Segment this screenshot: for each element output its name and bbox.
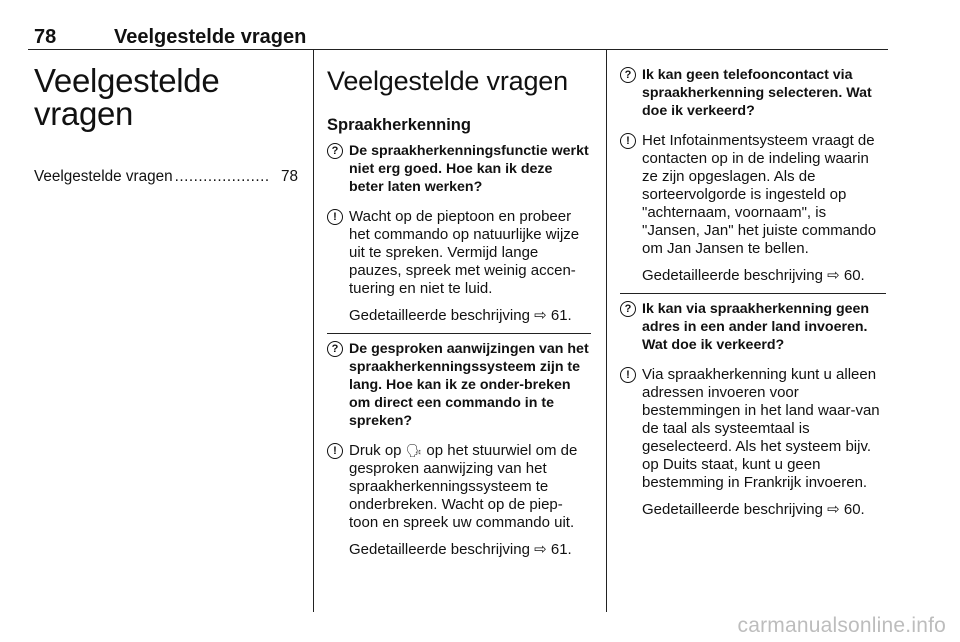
faq-answer-text <box>349 442 591 532</box>
cross-reference[interactable] <box>349 307 591 325</box>
faq-divider <box>327 333 591 334</box>
toc-entry[interactable] <box>34 168 298 186</box>
push-to-talk-icon: 🗣 <box>405 443 423 458</box>
faq-question <box>620 66 886 120</box>
column-divider-right <box>606 50 607 612</box>
toc-entry-leader: .................... <box>174 168 270 185</box>
column-divider-left <box>313 50 314 612</box>
faq-question <box>620 300 886 354</box>
faq-question <box>327 340 591 430</box>
chapter-title-line2: vragen <box>34 95 134 132</box>
faq-question-text: Ik kan geen telefooncontact via spraakherkenning selecteren. Wat doe ik verkeerd? <box>642 67 872 119</box>
exclamation-circle-icon: ! <box>327 208 349 298</box>
toc-entry-page: 78 <box>280 168 298 185</box>
faq-question <box>327 142 591 196</box>
question-circle-icon: ? <box>327 340 349 430</box>
cross-reference[interactable] <box>349 541 591 559</box>
faq-answer-text: Via spraakherkenning kunt u alleen adressen invoeren voor bestemmingen in het land waar-van de taal als systeemtaal is geselecteerd. Als het systeem bijv. op Duits staat, kunt u geen bestemming in Frankrijk invoeren. <box>642 366 880 491</box>
question-circle-icon: ? <box>620 300 642 354</box>
ref-text: Gedetailleerde beschrijving <box>642 267 828 284</box>
faq-column-right <box>620 50 886 519</box>
chapter-title-line1: Veelgestelde <box>34 62 220 99</box>
exclamation-circle-icon: ! <box>327 442 349 532</box>
question-circle-icon: ? <box>327 142 349 196</box>
faq-answer <box>620 132 886 258</box>
faq-answer <box>327 208 591 298</box>
ref-text: Gedetailleerde beschrijving <box>642 501 828 518</box>
faq-answer <box>327 442 591 532</box>
question-circle-icon: ? <box>620 66 642 120</box>
faq-column-middle <box>327 50 591 559</box>
chapter-title <box>34 64 298 130</box>
page-header <box>28 22 888 50</box>
arrow-right-icon: ⇨ <box>534 307 547 324</box>
section-title: Veelgestelde vragen <box>327 66 568 96</box>
arrow-right-icon: ⇨ <box>534 541 547 558</box>
arrow-right-icon: ⇨ <box>827 501 840 518</box>
ref-page: 60. <box>843 501 865 518</box>
ref-text: Gedetailleerde beschrijving <box>349 541 535 558</box>
cross-reference[interactable] <box>642 501 886 519</box>
exclamation-circle-icon: ! <box>620 366 642 492</box>
faq-question-text: De gesproken aanwijzingen van het spraakherkenningssysteem zijn te lang. Hoe kan ik ze onder-breken om direct een commando in te spreken? <box>349 341 589 429</box>
running-title: Veelgestelde vragen <box>114 26 307 48</box>
exclamation-circle-icon: ! <box>620 132 642 258</box>
watermark: carmanualsonline.info <box>737 614 946 637</box>
cross-reference[interactable] <box>642 267 886 285</box>
faq-divider <box>620 293 886 294</box>
arrow-right-icon: ⇨ <box>827 267 840 284</box>
answer-part2: op het stuurwiel om de gesproken aanwijzing van het spraakherkenningssysteem te onderbreken. Wacht op de piep-toon en spreek uw commando uit. <box>349 442 578 531</box>
toc-entry-label: Veelgestelde vragen <box>34 168 173 185</box>
faq-answer-text: Wacht op de pieptoon en probeer het commando op natuurlijke wijze uit te spreken. Vermijd lange pauzes, spreek met weinig accen-tuering en niet te luid. <box>349 208 580 297</box>
ref-page: 61. <box>550 541 572 558</box>
answer-part1: Druk op <box>349 442 406 459</box>
chapter-column <box>34 50 298 186</box>
faq-question-text: De spraakherkenningsfunctie werkt niet erg goed. Hoe kan ik deze beter laten werken? <box>349 143 589 195</box>
page-number: 78 <box>34 26 57 48</box>
ref-text: Gedetailleerde beschrijving <box>349 307 535 324</box>
subsection-title: Spraakherkenning <box>327 116 471 134</box>
faq-answer-text: Het Infotainmentsysteem vraagt de contacten op in de indeling waarin ze zijn opgeslagen. Als de sorteervolgorde is ingesteld op "achternaam, voornaam", is "Jansen, Jan" het juiste commando om Jan Jansen te bellen. <box>642 132 877 257</box>
ref-page: 61. <box>550 307 572 324</box>
faq-question-text: Ik kan via spraakherkenning geen adres in een ander land invoeren. Wat doe ik verkeerd? <box>642 301 870 353</box>
faq-answer <box>620 366 886 492</box>
ref-page: 60. <box>843 267 865 284</box>
